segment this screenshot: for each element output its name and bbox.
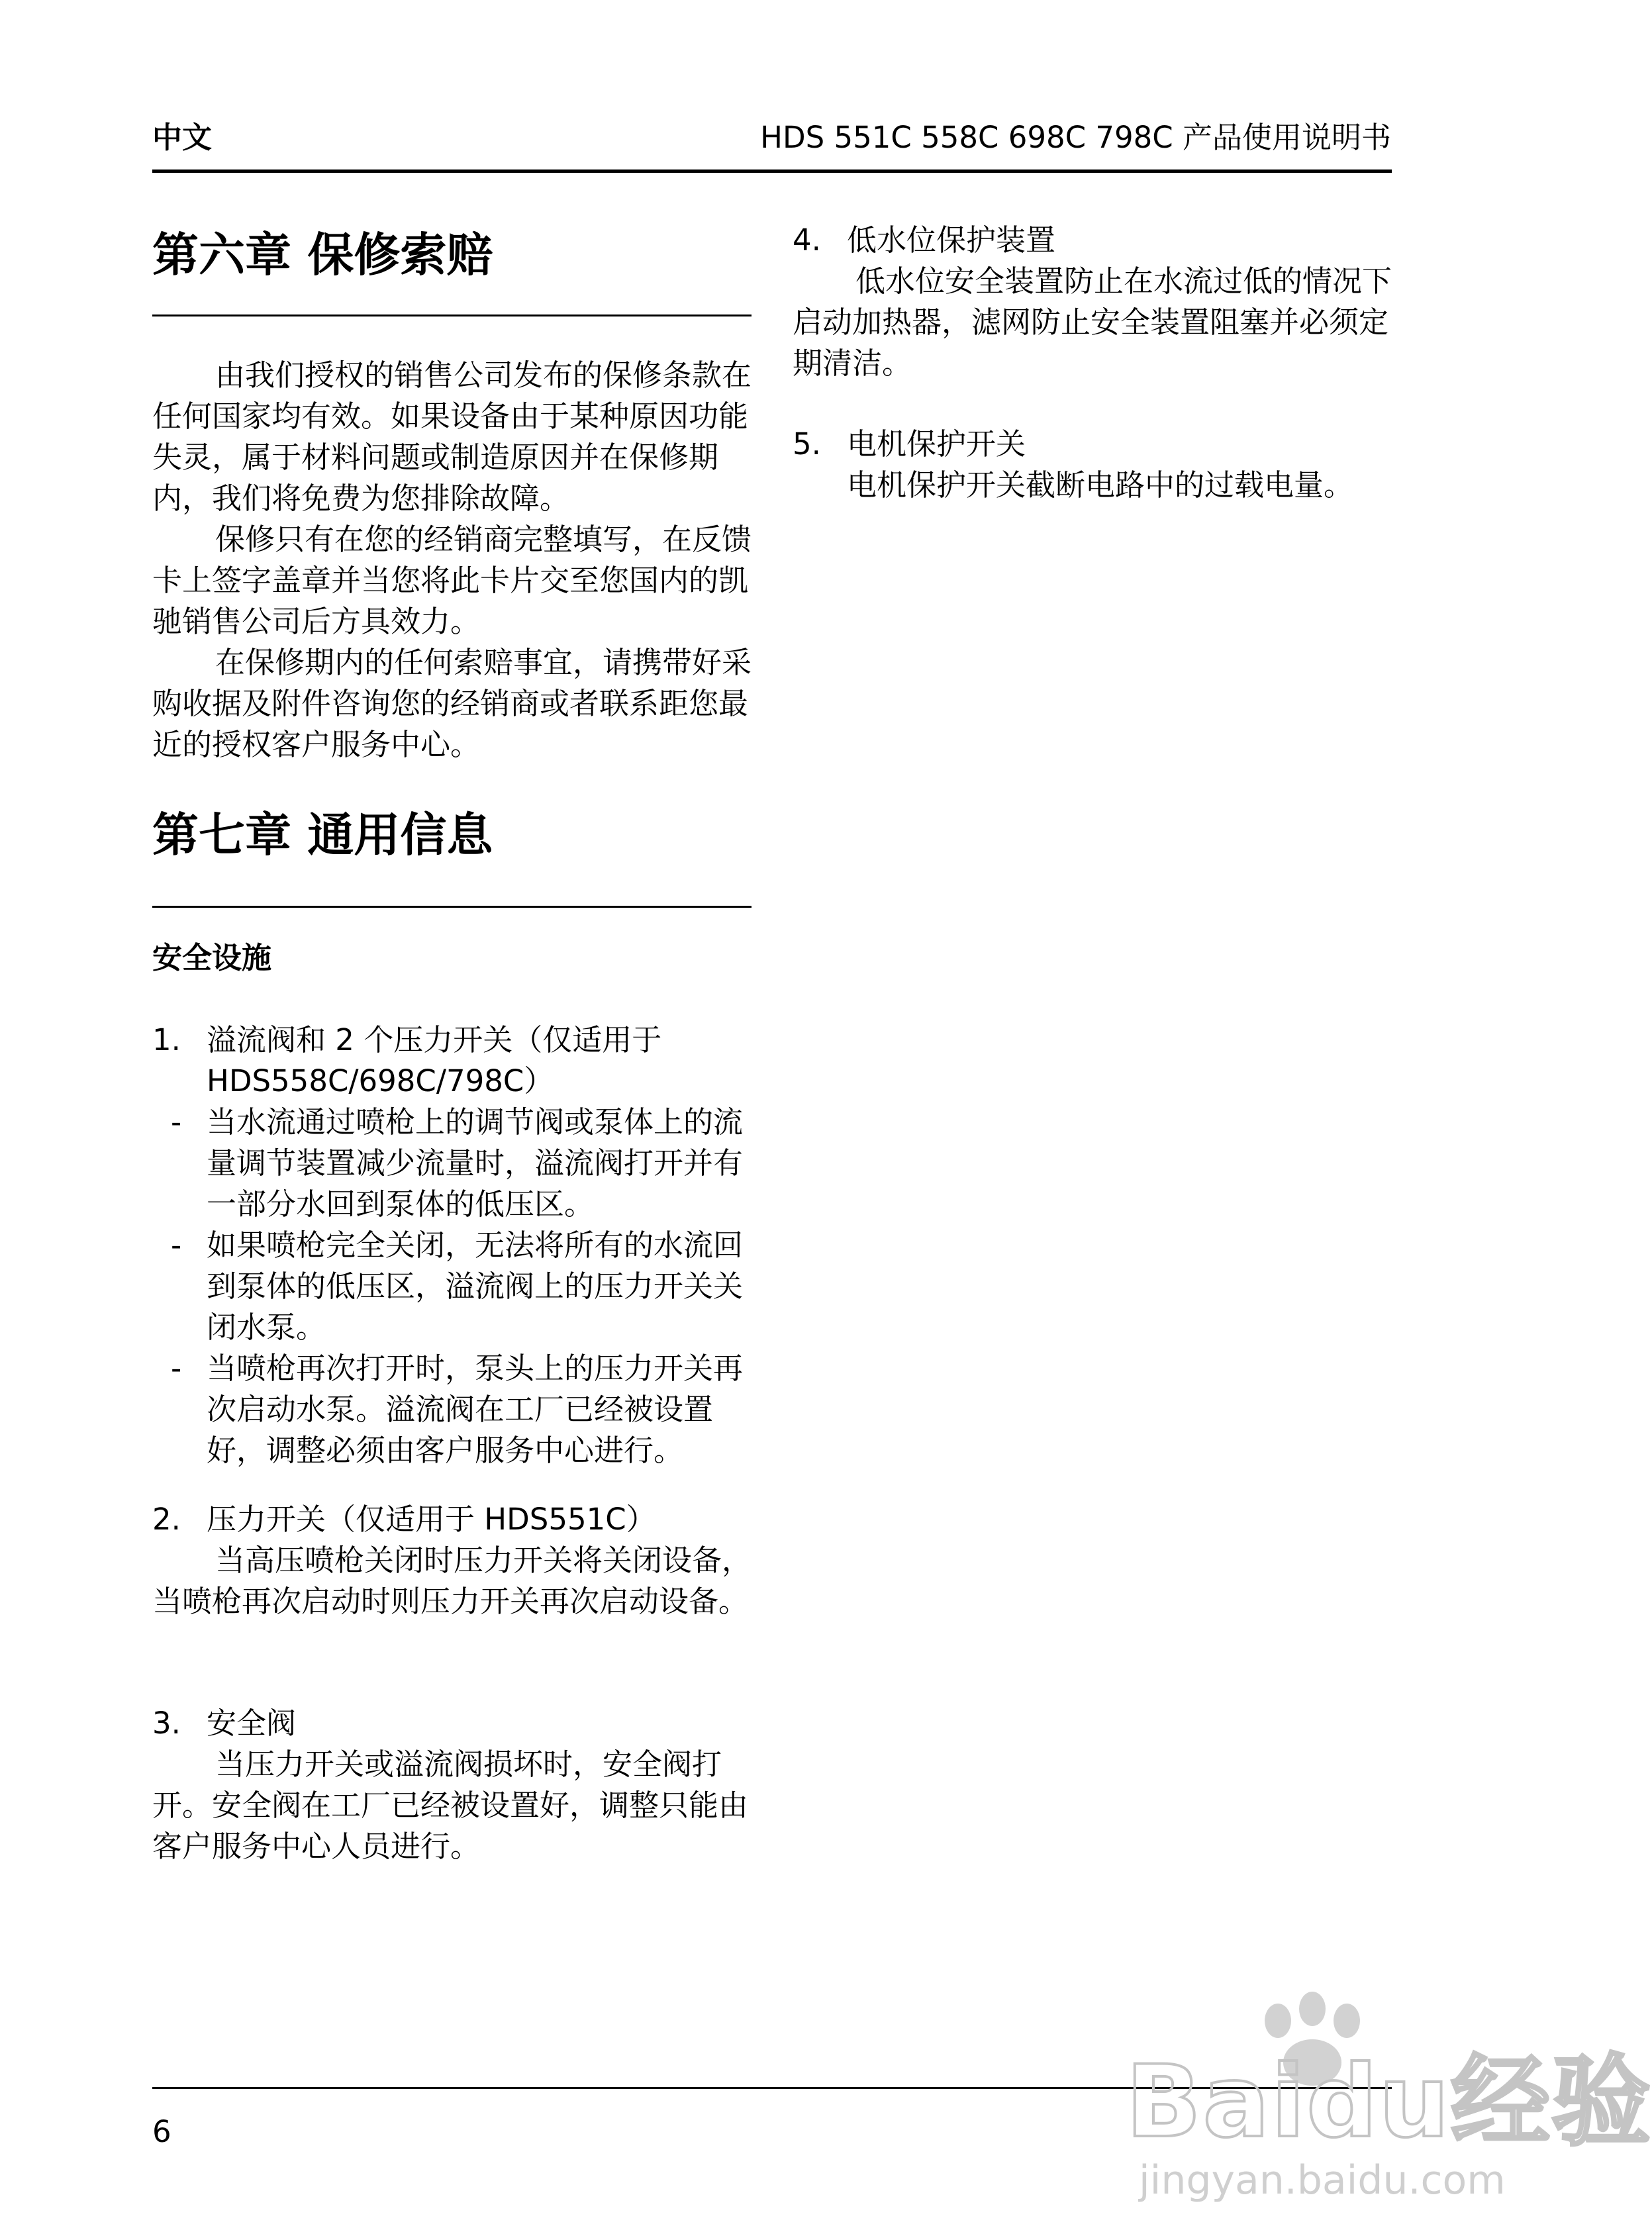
- safety-item-1-title-row: [152, 1020, 752, 1102]
- item-title: 电机保护开关: [847, 426, 1026, 461]
- bullet-text: 如果喷枪完全关闭，无法将所有的水流回到泵体的低压区，溢流阀上的压力开关关闭水泵。: [207, 1228, 744, 1345]
- item-number: 4.: [793, 222, 821, 258]
- item-title: 压力开关（仅适用于 HDS551C）: [207, 1502, 656, 1537]
- safety-item-1: [152, 1020, 752, 1471]
- chapter6-title: 第六章 保修索赔: [152, 228, 493, 282]
- safety-item-3-title-row: [152, 1703, 752, 1744]
- item-text: 当高压喷枪关闭时压力开关将关闭设备，当喷枪再次启动时则压力开关再次启动设备。: [152, 1543, 752, 1619]
- page-number: 6: [152, 2114, 171, 2149]
- safety-item-2-title-row: [152, 1499, 752, 1540]
- chapter6-paragraph: 由我们授权的销售公司发布的保修条款在任何国家均有效。如果设备由于某种原因功能失灵，属于材料问题或制造原因并在保修期内，我们将免费为您排除故障。: [152, 358, 752, 516]
- safety-item-5: [793, 424, 1392, 506]
- bullet-item: [152, 1102, 752, 1225]
- paw-icon: [1265, 2004, 1291, 2038]
- paw-icon: [1299, 1992, 1326, 2026]
- dash-bullet: -: [171, 1228, 182, 1263]
- chapter6-paragraph: 保修只有在您的经销商完整填写，在反馈卡上签字盖章并当您将此卡片交至您国内的凯驰销售公司后方具效力。: [152, 522, 752, 639]
- item-number: 1.: [152, 1022, 181, 1057]
- safety-item-3: [152, 1703, 752, 1867]
- baidu-watermark: [1126, 1986, 1652, 2211]
- paw-icon: [1334, 2004, 1360, 2038]
- item-title: 溢流阀和 2 个压力开关（仅适用于 HDS558C/698C/798C）: [207, 1022, 662, 1098]
- safety-subheading: 安全设施: [152, 940, 272, 975]
- watermark-url: jingyan.baidu.com: [1139, 2157, 1506, 2204]
- chapter6-body: [152, 355, 752, 765]
- header-language: 中文: [152, 120, 213, 155]
- chapter6-rule: [152, 315, 752, 316]
- safety-item-5-title-row: [793, 424, 1392, 465]
- dash-bullet: -: [171, 1351, 182, 1386]
- item-text: 低水位安全装置防止在水流过低的情况下启动加热器，滤网防止安全装置阻塞并必须定期清洁。: [793, 264, 1392, 381]
- safety-item-4: [793, 220, 1392, 384]
- item-number: 2.: [152, 1502, 181, 1537]
- header-rule: [152, 170, 1392, 173]
- bullet-text: 当水流通过喷枪上的调节阀或泵体上的流量调节装置减少流量时，溢流阀打开并有一部分水回到泵体的低压区。: [207, 1104, 744, 1222]
- item-text: 当压力开关或溢流阀损坏时，安全阀打开。安全阀在工厂已经被设置好，调整只能由客户服务中心人员进行。: [152, 1747, 749, 1864]
- chapter7-rule: [152, 906, 752, 908]
- chapter7-title: 第七章 通用信息: [152, 808, 493, 862]
- chapter6-paragraph: 在保修期内的任何索赔事宜，请携带好采购收据及附件咨询您的经销商或者联系距您最近的授权客户服务中心。: [152, 645, 752, 762]
- item-number: 3.: [152, 1706, 181, 1741]
- item-title: 安全阀: [207, 1706, 297, 1741]
- bullet-item: [152, 1225, 752, 1348]
- header-manual-title: HDS 551C 558C 698C 798C 产品使用说明书: [760, 120, 1391, 155]
- safety-item-4-title-row: [793, 220, 1392, 261]
- bullet-item: [152, 1348, 752, 1471]
- item-text: 电机保护开关截断电路中的过载电量。: [847, 467, 1354, 503]
- bullet-text: 当喷枪再次打开时，泵头上的压力开关再次启动水泵。溢流阀在工厂已经被设置好，调整必须由客户服务中心进行。: [207, 1351, 744, 1468]
- safety-item-2: [152, 1499, 752, 1622]
- dash-bullet: -: [171, 1104, 182, 1139]
- item-number: 5.: [793, 426, 821, 461]
- watermark-logo: Baidu经验: [1126, 2045, 1652, 2160]
- item-title: 低水位保护装置: [847, 222, 1056, 258]
